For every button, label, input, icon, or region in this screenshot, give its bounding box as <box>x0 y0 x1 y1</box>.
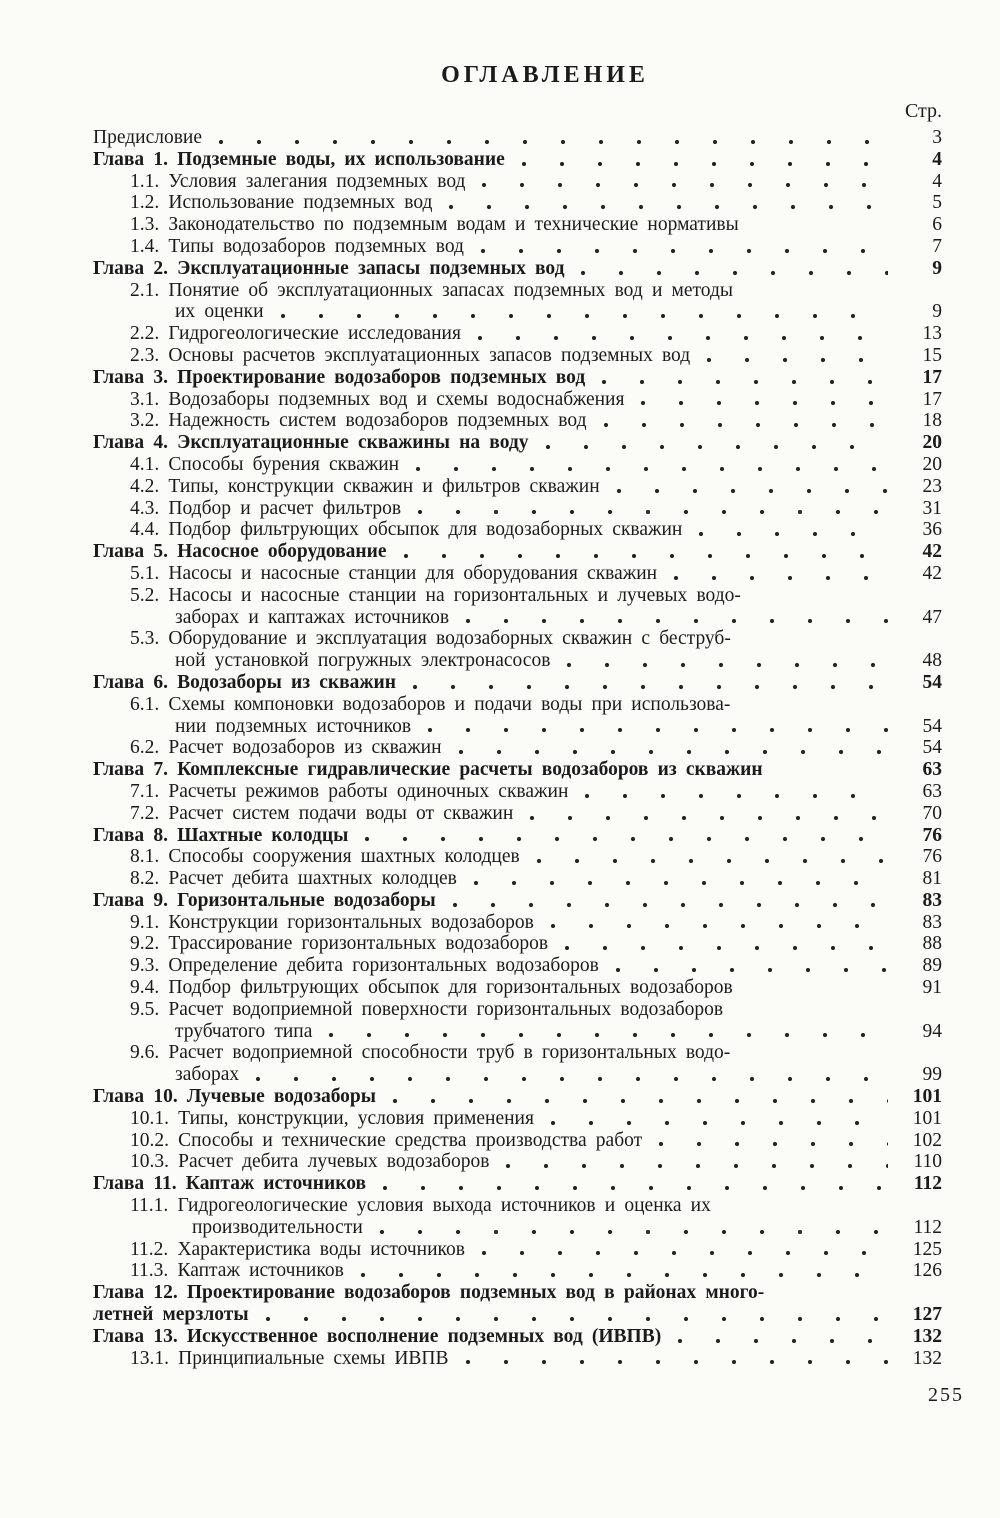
page-column-header: Стр. <box>904 100 942 122</box>
toc-entry-page: 5 <box>932 192 942 214</box>
toc-line <box>85 432 942 454</box>
toc-entry-page: 36 <box>922 519 942 541</box>
toc-line <box>85 1217 942 1239</box>
toc-line <box>85 650 942 672</box>
toc-entry-text: 8.2. Расчет дебита шахтных колодцев <box>130 868 457 890</box>
toc-entry-text: Глава 7. Комплексные гидравлические расчеты водозаборов из скважин <box>93 759 763 781</box>
toc-entry-text: их оценки <box>175 301 264 323</box>
toc-leader-dots <box>775 759 888 781</box>
toc-entry-text: 8.1. Способы сооружения шахтных колодцев <box>130 846 520 868</box>
toc-leader-dots <box>473 323 888 345</box>
toc-entry-text: 1.1. Условия залегания подземных вод <box>130 170 466 192</box>
toc-entry-text: 3.2. Надежность систем водозаборов подземных вод <box>130 410 587 432</box>
toc-leader-dots <box>476 236 888 258</box>
toc-line <box>85 389 942 411</box>
toc-leader-dots <box>636 389 888 411</box>
toc-line <box>85 214 942 236</box>
toc-line <box>85 1348 942 1370</box>
toc-entry-page: 20 <box>922 453 942 475</box>
toc-line <box>85 1260 942 1282</box>
toc-entry-page: 125 <box>912 1238 942 1260</box>
toc-entry-page: 101 <box>912 1086 942 1108</box>
toc-entry-page: 4 <box>932 148 942 170</box>
toc-entry-text: 9.6. Расчет водоприемной способности труб в горизонтальных водо- <box>130 1042 731 1064</box>
toc-line <box>85 694 942 716</box>
toc-entry-page: 70 <box>922 802 942 824</box>
toc-entry-page: 76 <box>922 846 942 868</box>
toc-entry-page: 3 <box>932 127 942 148</box>
toc-entry-text: Глава 12. Проектирование водозаборов подземных вод в районах много- <box>93 1282 765 1304</box>
toc-line <box>85 825 942 847</box>
toc-entry-page: 42 <box>922 562 942 584</box>
toc-entry-page: 126 <box>912 1260 942 1282</box>
toc-entry-text: 5.1. Насосы и насосные станции для оборудования скважин <box>130 562 658 584</box>
toc-entry-text: 9.5. Расчет водоприемной поверхности горизонтальных водозаборов <box>130 998 724 1020</box>
toc-leader-dots <box>611 955 888 977</box>
toc-line <box>85 258 942 280</box>
toc-leader-dots <box>532 846 888 868</box>
toc-leader-dots <box>469 868 888 890</box>
toc-entry-page: 20 <box>922 432 942 454</box>
toc-leader-dots <box>375 1217 888 1239</box>
toc-leader-dots <box>378 1173 888 1195</box>
toc-entry-text: 9.4. Подбор фильтрующих обсыпок для горизонтальных водозаборов <box>130 977 733 999</box>
toc-line <box>85 585 942 607</box>
toc-entry-text: 13.1. Принципиальные схемы ИВПВ <box>130 1347 449 1369</box>
toc-entry-page: 89 <box>922 955 942 977</box>
toc-entry-page: 132 <box>912 1347 942 1369</box>
toc-entry-page: 23 <box>922 475 942 497</box>
toc-leader-dots <box>261 1304 888 1326</box>
toc-entry-text: заборах и каптажах источников <box>175 606 450 628</box>
toc-line <box>85 498 942 520</box>
toc-line <box>85 1151 942 1173</box>
toc-line <box>85 999 942 1021</box>
toc-entry-page: 101 <box>912 1107 942 1129</box>
toc-leader-dots <box>356 1260 888 1282</box>
toc-entry-page: 112 <box>913 1173 942 1195</box>
toc-entry-text: Глава 10. Лучевые водозаборы <box>93 1086 377 1108</box>
toc-line <box>85 1021 942 1043</box>
toc-leader-dots <box>562 650 888 672</box>
toc-line <box>85 977 942 999</box>
toc-entry-text: 7.2. Расчет систем подачи воды от скважин <box>130 802 514 824</box>
toc-entry-text: 2.2. Гидрогеологические исследования <box>130 323 461 345</box>
toc-entry-page: 9 <box>932 257 942 279</box>
toc-entry-page: 102 <box>912 1129 942 1151</box>
toc-leader-dots <box>525 803 888 825</box>
toc-entry-page: 132 <box>912 1325 942 1347</box>
toc-leader-dots <box>276 301 888 323</box>
toc-entry-text: 11.2. Характеристика воды источников <box>130 1238 465 1260</box>
toc-leader-dots <box>399 541 888 563</box>
toc-leader-dots <box>654 1130 888 1152</box>
toc-line <box>85 716 942 738</box>
toc-entry-text: нии подземных источников <box>175 715 412 737</box>
toc-line <box>85 1195 942 1217</box>
toc-entry-page: 88 <box>922 933 942 955</box>
toc-line <box>85 846 942 868</box>
toc-line <box>85 1086 942 1108</box>
toc-entry-text: 7.1. Расчеты режимов работы одиночных скважин <box>130 780 569 802</box>
toc-leader-dots <box>669 563 888 585</box>
toc-leader-dots <box>673 1326 888 1348</box>
toc-leader-dots <box>560 933 888 955</box>
toc-leader-dots <box>360 825 888 847</box>
toc-entry-text: 4.4. Подбор фильтрующих обсыпок для водозаборных скважин <box>130 519 683 541</box>
toc-entry-page: 110 <box>913 1151 942 1173</box>
toc-entry-text: Глава 4. Эксплуатационные скважины на воду <box>93 432 529 454</box>
toc-entry-text: Глава 5. Насосное оборудование <box>93 541 387 563</box>
toc-entry-text: 2.1. Понятие об эксплуатационных запасах подземных вод и методы <box>130 279 734 301</box>
toc-line <box>85 149 942 171</box>
toc-entry-text: Глава 9. Горизонтальные водозаборы <box>93 889 436 911</box>
toc-entry-page: 13 <box>922 323 942 345</box>
toc-leader-dots <box>599 410 889 432</box>
toc-line <box>85 868 942 890</box>
folio-page-number: 255 <box>928 1384 964 1406</box>
toc-leader-dots <box>423 716 888 738</box>
toc-leader-dots <box>411 454 888 476</box>
toc-entry-text: Глава 11. Каптаж источников <box>93 1173 366 1195</box>
toc-entry-text: летней мерзлоты <box>93 1304 249 1326</box>
toc-leader-dots <box>745 977 888 999</box>
toc-leader-dots <box>388 1086 888 1108</box>
toc-entry-page: 6 <box>932 214 942 236</box>
toc-entry-text: 11.3. Каптаж источников <box>130 1260 344 1282</box>
toc-entry-text: 6.1. Схемы компоновки водозаборов и подачи воды при использова- <box>130 693 731 715</box>
toc-entry-page: 54 <box>922 671 942 693</box>
toc-entry-text: 1.2. Использование подземных вод <box>130 192 433 214</box>
toc-entry-page: 81 <box>922 868 942 890</box>
toc-entry-text: 5.3. Оборудование и эксплуатация водозаборных скважин с беструб- <box>130 628 731 650</box>
toc-entry-text: 2.3. Основы расчетов эксплуатационных запасов подземных вод <box>130 344 691 366</box>
toc-entry-text: 9.3. Определение дебита горизонтальных водозаборов <box>130 955 599 977</box>
toc-leader-dots <box>541 432 888 454</box>
toc-entry-page: 9 <box>932 301 942 323</box>
toc-entry-page: 18 <box>922 410 942 432</box>
toc-entry-text: заборах <box>175 1064 240 1086</box>
toc-leader-dots <box>413 498 888 520</box>
toc-entry-text: 10.2. Способы и технические средства производства работ <box>130 1129 643 1151</box>
toc-line <box>85 563 942 585</box>
toc-line <box>85 1282 942 1304</box>
toc-leader-dots <box>444 192 888 214</box>
toc-line <box>85 759 942 781</box>
toc-entry-page: 99 <box>922 1064 942 1086</box>
toc-entry-page: 48 <box>922 650 942 672</box>
toc-line <box>85 454 942 476</box>
toc-entry-text: 10.3. Расчет дебита лучевых водозаборов <box>130 1151 490 1173</box>
toc-entry-text: 11.1. Гидрогеологические условия выхода источников и оценка их <box>130 1195 711 1217</box>
toc-leader-dots <box>324 1021 888 1043</box>
toc-entry-text: 4.2. Типы, конструкции скважин и фильтров скважин <box>130 475 600 497</box>
toc-line <box>85 410 942 432</box>
toc-entry-text: 4.1. Способы бурения скважин <box>130 453 400 475</box>
toc-leader-dots <box>501 1151 888 1173</box>
toc-entry-text: Глава 3. Проектирование водозаборов подземных вод <box>93 366 586 388</box>
toc-entry-text: 9.1. Конструкции горизонтальных водозаборов <box>130 911 534 933</box>
toc-line <box>85 1173 942 1195</box>
table-of-contents <box>85 127 942 1369</box>
toc-leader-dots <box>408 672 888 694</box>
toc-entry-text: Предисловие <box>93 127 203 148</box>
toc-entry-text: 3.1. Водозаборы подземных вод и схемы водоснабжения <box>130 388 625 410</box>
toc-entry-page: 54 <box>922 715 942 737</box>
toc-entry-page: 76 <box>922 824 942 846</box>
toc-line <box>85 912 942 934</box>
toc-line <box>85 323 942 345</box>
toc-entry-page: 127 <box>912 1304 942 1326</box>
toc-entry-text: Глава 2. Эксплуатационные запасы подземных вод <box>93 257 565 279</box>
toc-line <box>85 1108 942 1130</box>
toc-entry-text: 1.3. Законодательство по подземным водам и технические нормативы <box>130 214 739 236</box>
toc-leader-dots <box>597 367 888 389</box>
toc-line <box>85 1239 942 1261</box>
toc-line <box>85 955 942 977</box>
toc-entry-page: 54 <box>922 737 942 759</box>
toc-entry-text: 1.4. Типы водозаборов подземных вод <box>130 235 464 257</box>
toc-entry-page: 42 <box>922 541 942 563</box>
toc-line <box>85 192 942 214</box>
toc-line <box>85 280 942 302</box>
toc-entry-page: 4 <box>932 170 942 192</box>
toc-entry-page: 17 <box>922 388 942 410</box>
toc-leader-dots <box>251 1064 888 1086</box>
toc-line <box>85 519 942 541</box>
toc-line <box>85 890 942 912</box>
toc-line <box>85 803 942 825</box>
toc-line <box>85 367 942 389</box>
toc-leader-dots <box>461 607 888 629</box>
toc-leader-dots <box>576 258 888 280</box>
toc-line <box>85 1326 942 1348</box>
toc-line <box>85 127 942 149</box>
toc-entry-page: 15 <box>922 344 942 366</box>
toc-leader-dots <box>448 890 888 912</box>
toc-line <box>85 781 942 803</box>
page-title: ОГЛАВЛЕНИЕ <box>441 62 649 88</box>
toc-entry-text: ной установкой погружных электронасосов <box>175 650 551 672</box>
toc-leader-dots <box>477 1239 888 1261</box>
toc-line <box>85 476 942 498</box>
toc-leader-dots <box>546 912 888 934</box>
toc-line <box>85 301 942 323</box>
toc-leader-dots <box>694 519 888 541</box>
toc-entry-page: 94 <box>922 1020 942 1042</box>
toc-line <box>85 1064 942 1086</box>
toc-entry-text: 6.2. Расчет водозаборов из скважин <box>130 737 442 759</box>
toc-line <box>85 607 942 629</box>
toc-entry-page: 112 <box>913 1216 942 1238</box>
toc-entry-text: Глава 13. Искусственное восполнение подземных вод (ИВПВ) <box>93 1325 662 1347</box>
toc-leader-dots <box>580 781 888 803</box>
toc-line <box>85 236 942 258</box>
toc-entry-page: 31 <box>922 497 942 519</box>
toc-entry-text: Глава 1. Подземные воды, их использование <box>93 148 505 170</box>
toc-line <box>85 1304 942 1326</box>
toc-leader-dots <box>546 1108 888 1130</box>
toc-entry-text: трубчатого типа <box>175 1020 313 1042</box>
toc-entry-text: производительности <box>192 1216 363 1238</box>
toc-entry-page: 63 <box>922 759 942 781</box>
toc-line <box>85 345 942 367</box>
toc-leader-dots <box>702 345 888 367</box>
toc-entry-page: 91 <box>922 977 942 999</box>
toc-entry-page: 83 <box>922 911 942 933</box>
toc-line <box>85 628 942 650</box>
toc-entry-text: 5.2. Насосы и насосные станции на горизонтальных и лучевых водо- <box>130 584 741 606</box>
toc-entry-text: Глава 6. Водозаборы из скважин <box>93 671 397 693</box>
toc-line <box>85 171 942 193</box>
toc-leader-dots <box>214 127 888 149</box>
toc-leader-dots <box>454 737 888 759</box>
toc-entry-page: 47 <box>922 606 942 628</box>
toc-line <box>85 1130 942 1152</box>
toc-line <box>85 672 942 694</box>
toc-line <box>85 1042 942 1064</box>
toc-line <box>85 933 942 955</box>
toc-entry-text: 9.2. Трассирование горизонтальных водозаборов <box>130 933 549 955</box>
toc-entry-text: 10.1. Типы, конструкции, условия применения <box>130 1107 534 1129</box>
toc-leader-dots <box>517 149 888 171</box>
toc-leader-dots <box>612 476 888 498</box>
toc-entry-page: 83 <box>922 889 942 911</box>
toc-leader-dots <box>477 171 888 193</box>
toc-entry-page: 63 <box>922 780 942 802</box>
toc-leader-dots <box>751 214 888 236</box>
toc-entry-page: 7 <box>932 235 942 257</box>
toc-entry-text: Глава 8. Шахтные колодцы <box>93 824 349 846</box>
toc-leader-dots <box>461 1348 888 1370</box>
toc-entry-text: 4.3. Подбор и расчет фильтров <box>130 497 402 519</box>
toc-line <box>85 541 942 563</box>
toc-entry-page: 17 <box>922 366 942 388</box>
toc-line <box>85 737 942 759</box>
